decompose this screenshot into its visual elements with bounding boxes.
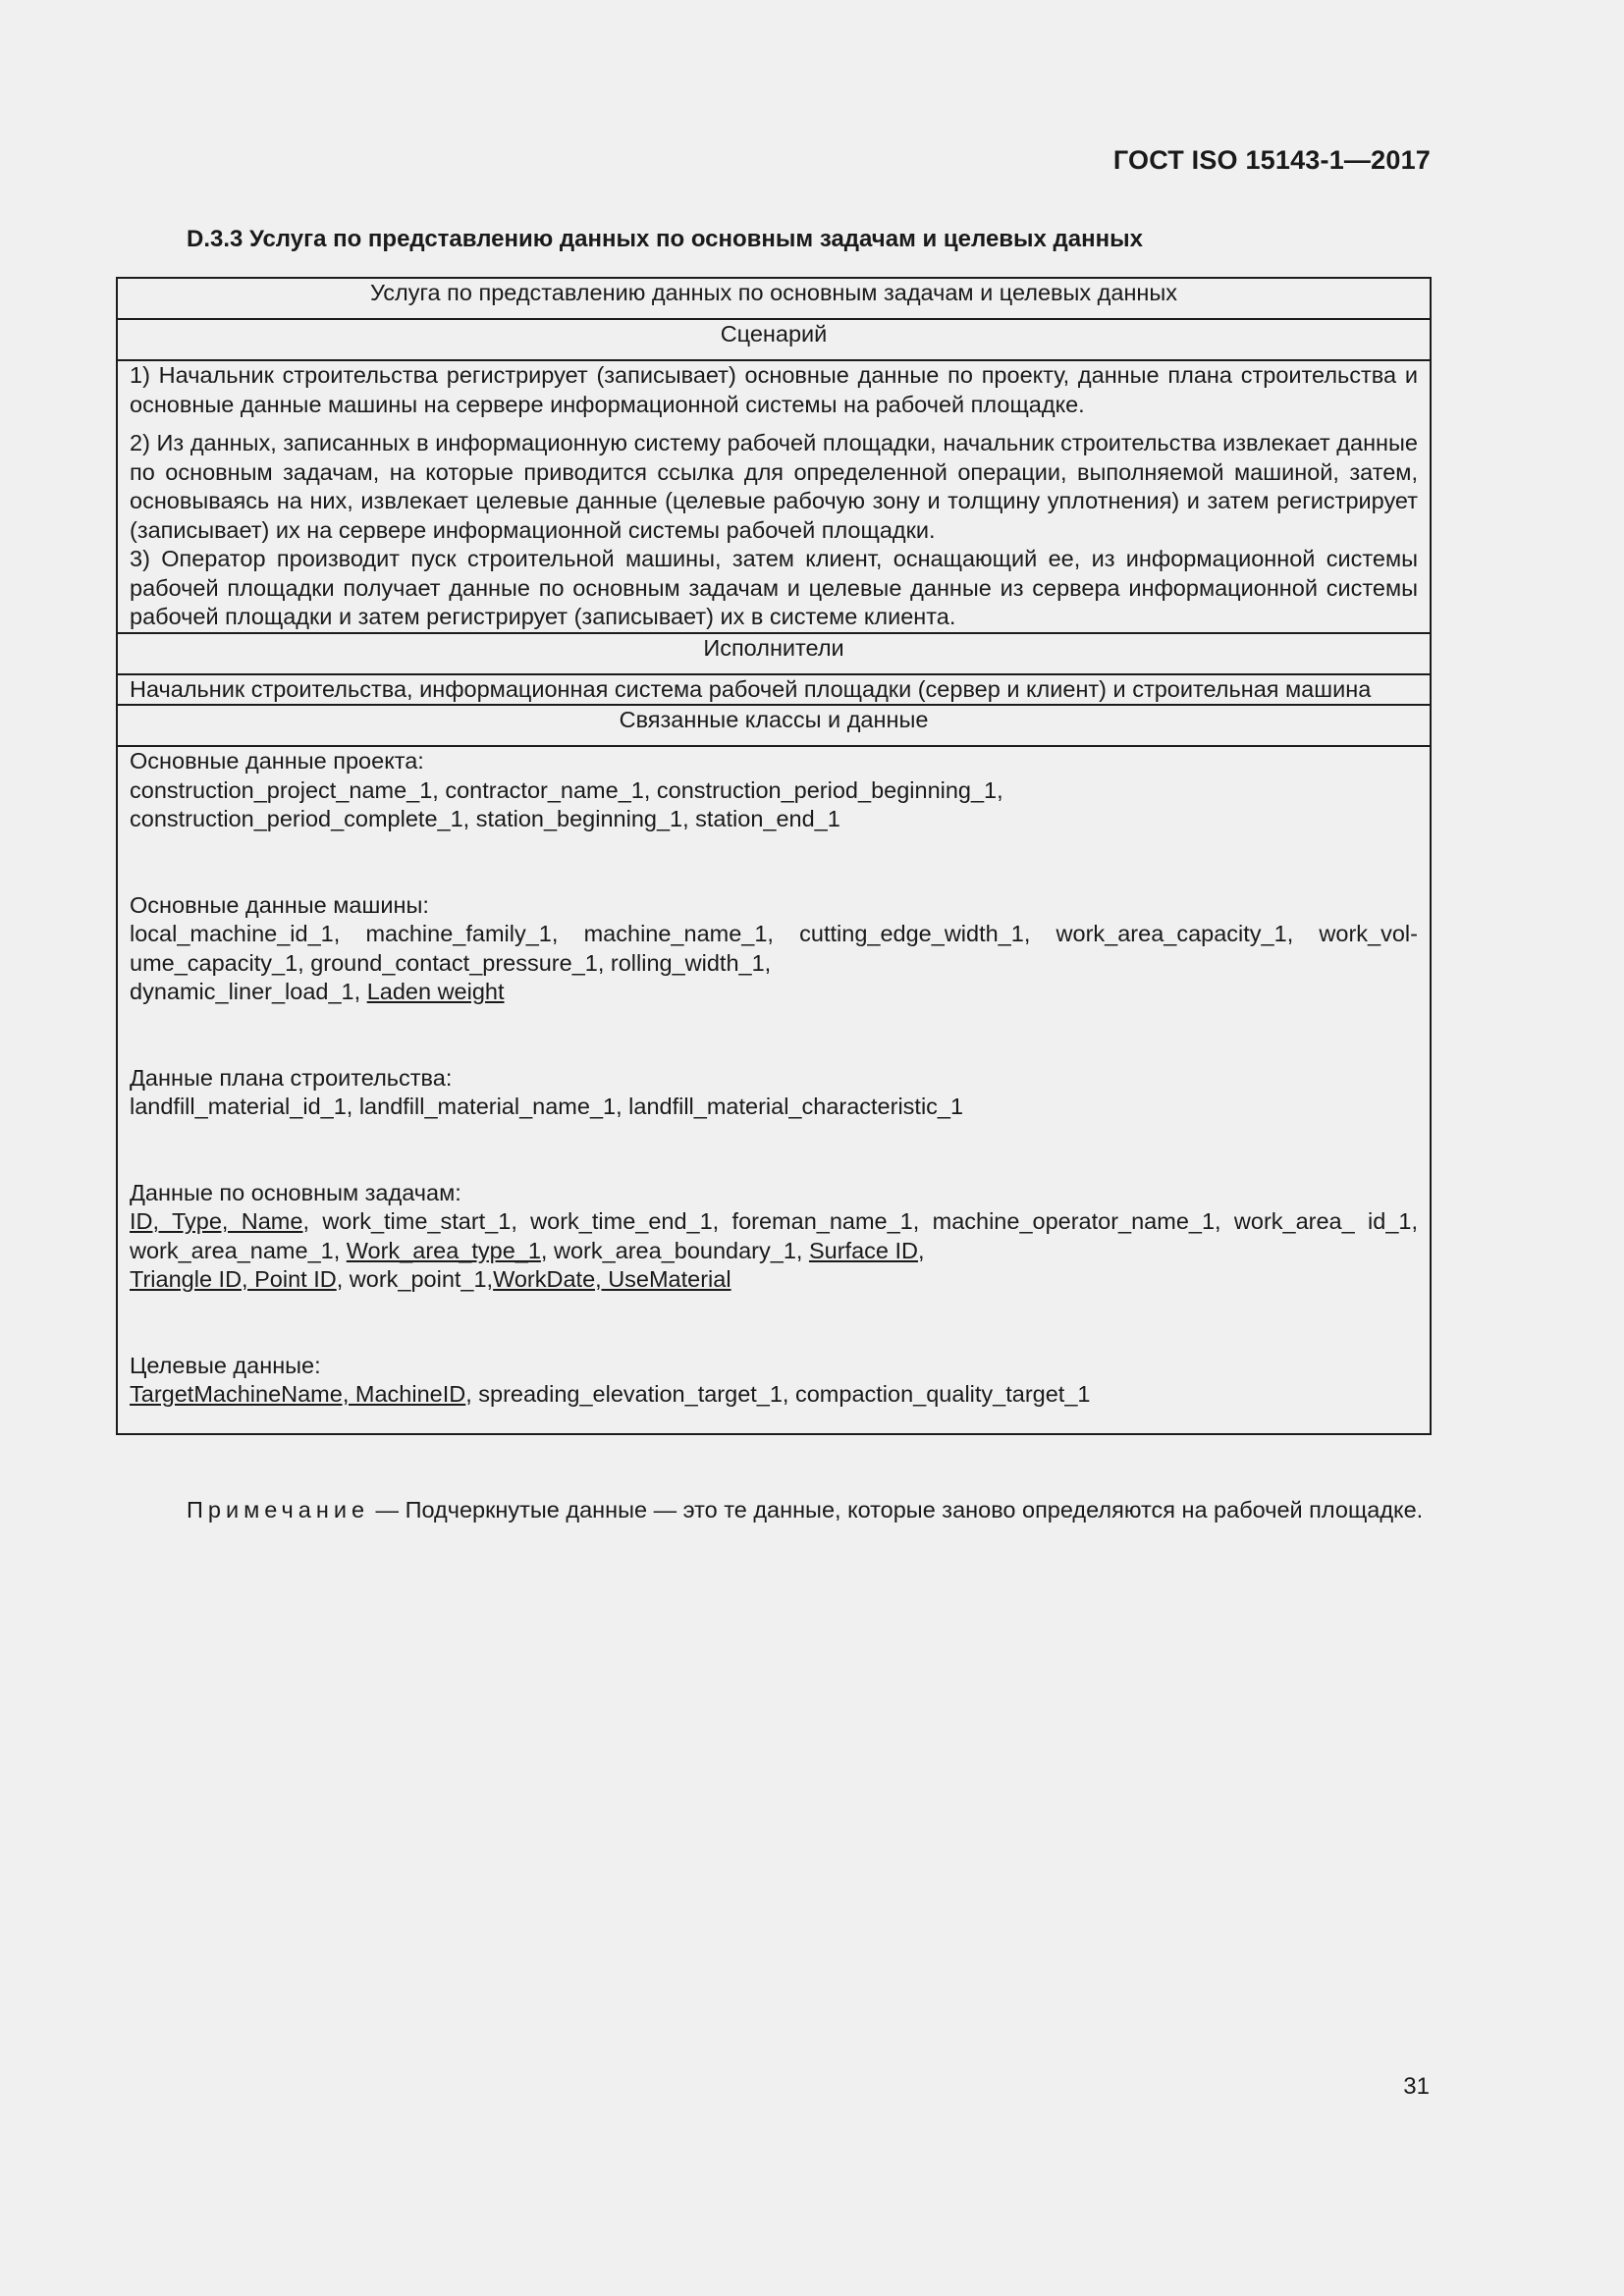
new-data-term: Work_area_type_1 (346, 1237, 541, 1263)
group-label: Данные плана строительства: (130, 1064, 453, 1091)
new-data-term: Triangle ID, Point ID (130, 1266, 337, 1292)
group-text (130, 1207, 1418, 1265)
table-note (116, 1495, 1432, 1524)
classes-header: Связанные классы и данные (117, 705, 1431, 746)
plan-data-group (130, 1064, 1418, 1122)
group-text-last (130, 1265, 1418, 1295)
scenario-header: Сценарий (117, 319, 1431, 360)
scenario-step-1: 1) Начальник строительства регистрирует (записывает) основные данные по проекту, данные плана строительства и основные данные машины на сервере информационной системы на рабочей площадке. (130, 362, 1418, 417)
target-data-group (130, 1352, 1418, 1410)
new-data-term: ID, Type, Name (130, 1208, 303, 1234)
scenario-step-3: 3) Оператор производит пуск строительной машины, затем клиент, оснащающий ее, из информационной системы рабочей площадки получает данные по основным задачам и целевые данные из сервера информационной системы рабочей площадки и затем регистрирует (записывает) их в системе клиента. (130, 546, 1418, 629)
group-label: Данные по основным задачам: (130, 1179, 461, 1205)
tasks-data-group (130, 1179, 1418, 1295)
actors-cell: Начальник строительства, информационная система рабочей площадки (сервер и клиент) и строительная машина (117, 674, 1431, 706)
new-data-term: Surface ID (808, 1237, 918, 1263)
page-number: 31 (1403, 2073, 1430, 2100)
note-label: Примечание (187, 1497, 370, 1522)
group-text-last (130, 978, 1418, 1007)
plain-text: , spreading_elevation_target_1, compaction_quality_target_1 (465, 1381, 1091, 1407)
group-text: construction_period_complete_1, station_beginning_1, station_end_1 (130, 806, 840, 831)
actors-header: Исполнители (117, 633, 1431, 674)
group-label: Основные данные машины: (130, 891, 429, 918)
note-text: — Подчеркнутые данные — это те данные, которые заново определяются на рабочей площадке. (369, 1497, 1424, 1522)
group-text: landfill_material_id_1, landfill_material_name_1, landfill_material_characteristic_1 (130, 1094, 964, 1119)
group-label: Целевые данные: (130, 1352, 321, 1378)
service-table (116, 277, 1432, 1435)
section-title: D.3.3 Услуга по представлению данных по основным задачам и целевых данных (187, 226, 1143, 252)
new-data-term: Laden weight (366, 979, 505, 1004)
machine-data-group (130, 891, 1418, 1007)
plain-text: , (918, 1237, 925, 1263)
plain-text: , work_area_boundary_1, (540, 1237, 809, 1263)
scenario-step-2: 2) Из данных, записанных в информационную систему рабочей площадки, начальник строительства извлекает данные по основным задачам, на которые приводится ссылка для определенной операции, выполняемой машиной, затем, основываясь на них, извлекает целевые данные (целевые рабочую зону и толщину уплотнения) и затем регистрирует (записывает) их на сервере информационной системы рабочей площадки. (130, 430, 1418, 543)
new-data-term: TargetMachineName, MachineID (130, 1381, 466, 1407)
scenario-cell (117, 360, 1431, 633)
plain-text: dynamic_liner_load_1, (130, 979, 367, 1004)
document-id-header: ГОСТ ISO 15143-1—2017 (1112, 145, 1431, 175)
plain-text: , work_point_1, (336, 1266, 494, 1292)
plain-text: , work_time_start_1, work_time_end_1, foreman_name_1, machine_operator_name_1, work_area_ id_1, work_area_name_1, (130, 1208, 1418, 1263)
group-text: construction_project_name_1, contractor_name_1, construction_period_beginning_1, (130, 776, 1003, 803)
group-label: Основные данные проекта: (130, 748, 424, 774)
new-data-term: WorkDate, UseMaterial (493, 1266, 731, 1292)
group-text: local_machine_id_1, machine_family_1, machine_name_1, cutting_edge_width_1, work_area_capacity_1, work_volume_capacity_1, ground_contact_pressure_1, rolling_width_1, (130, 921, 1418, 976)
table-title: Услуга по представлению данных по основным задачам и целевых данных (117, 278, 1431, 319)
group-text (130, 1380, 1418, 1410)
project-data-group (130, 747, 1418, 834)
classes-cell (117, 746, 1431, 1434)
